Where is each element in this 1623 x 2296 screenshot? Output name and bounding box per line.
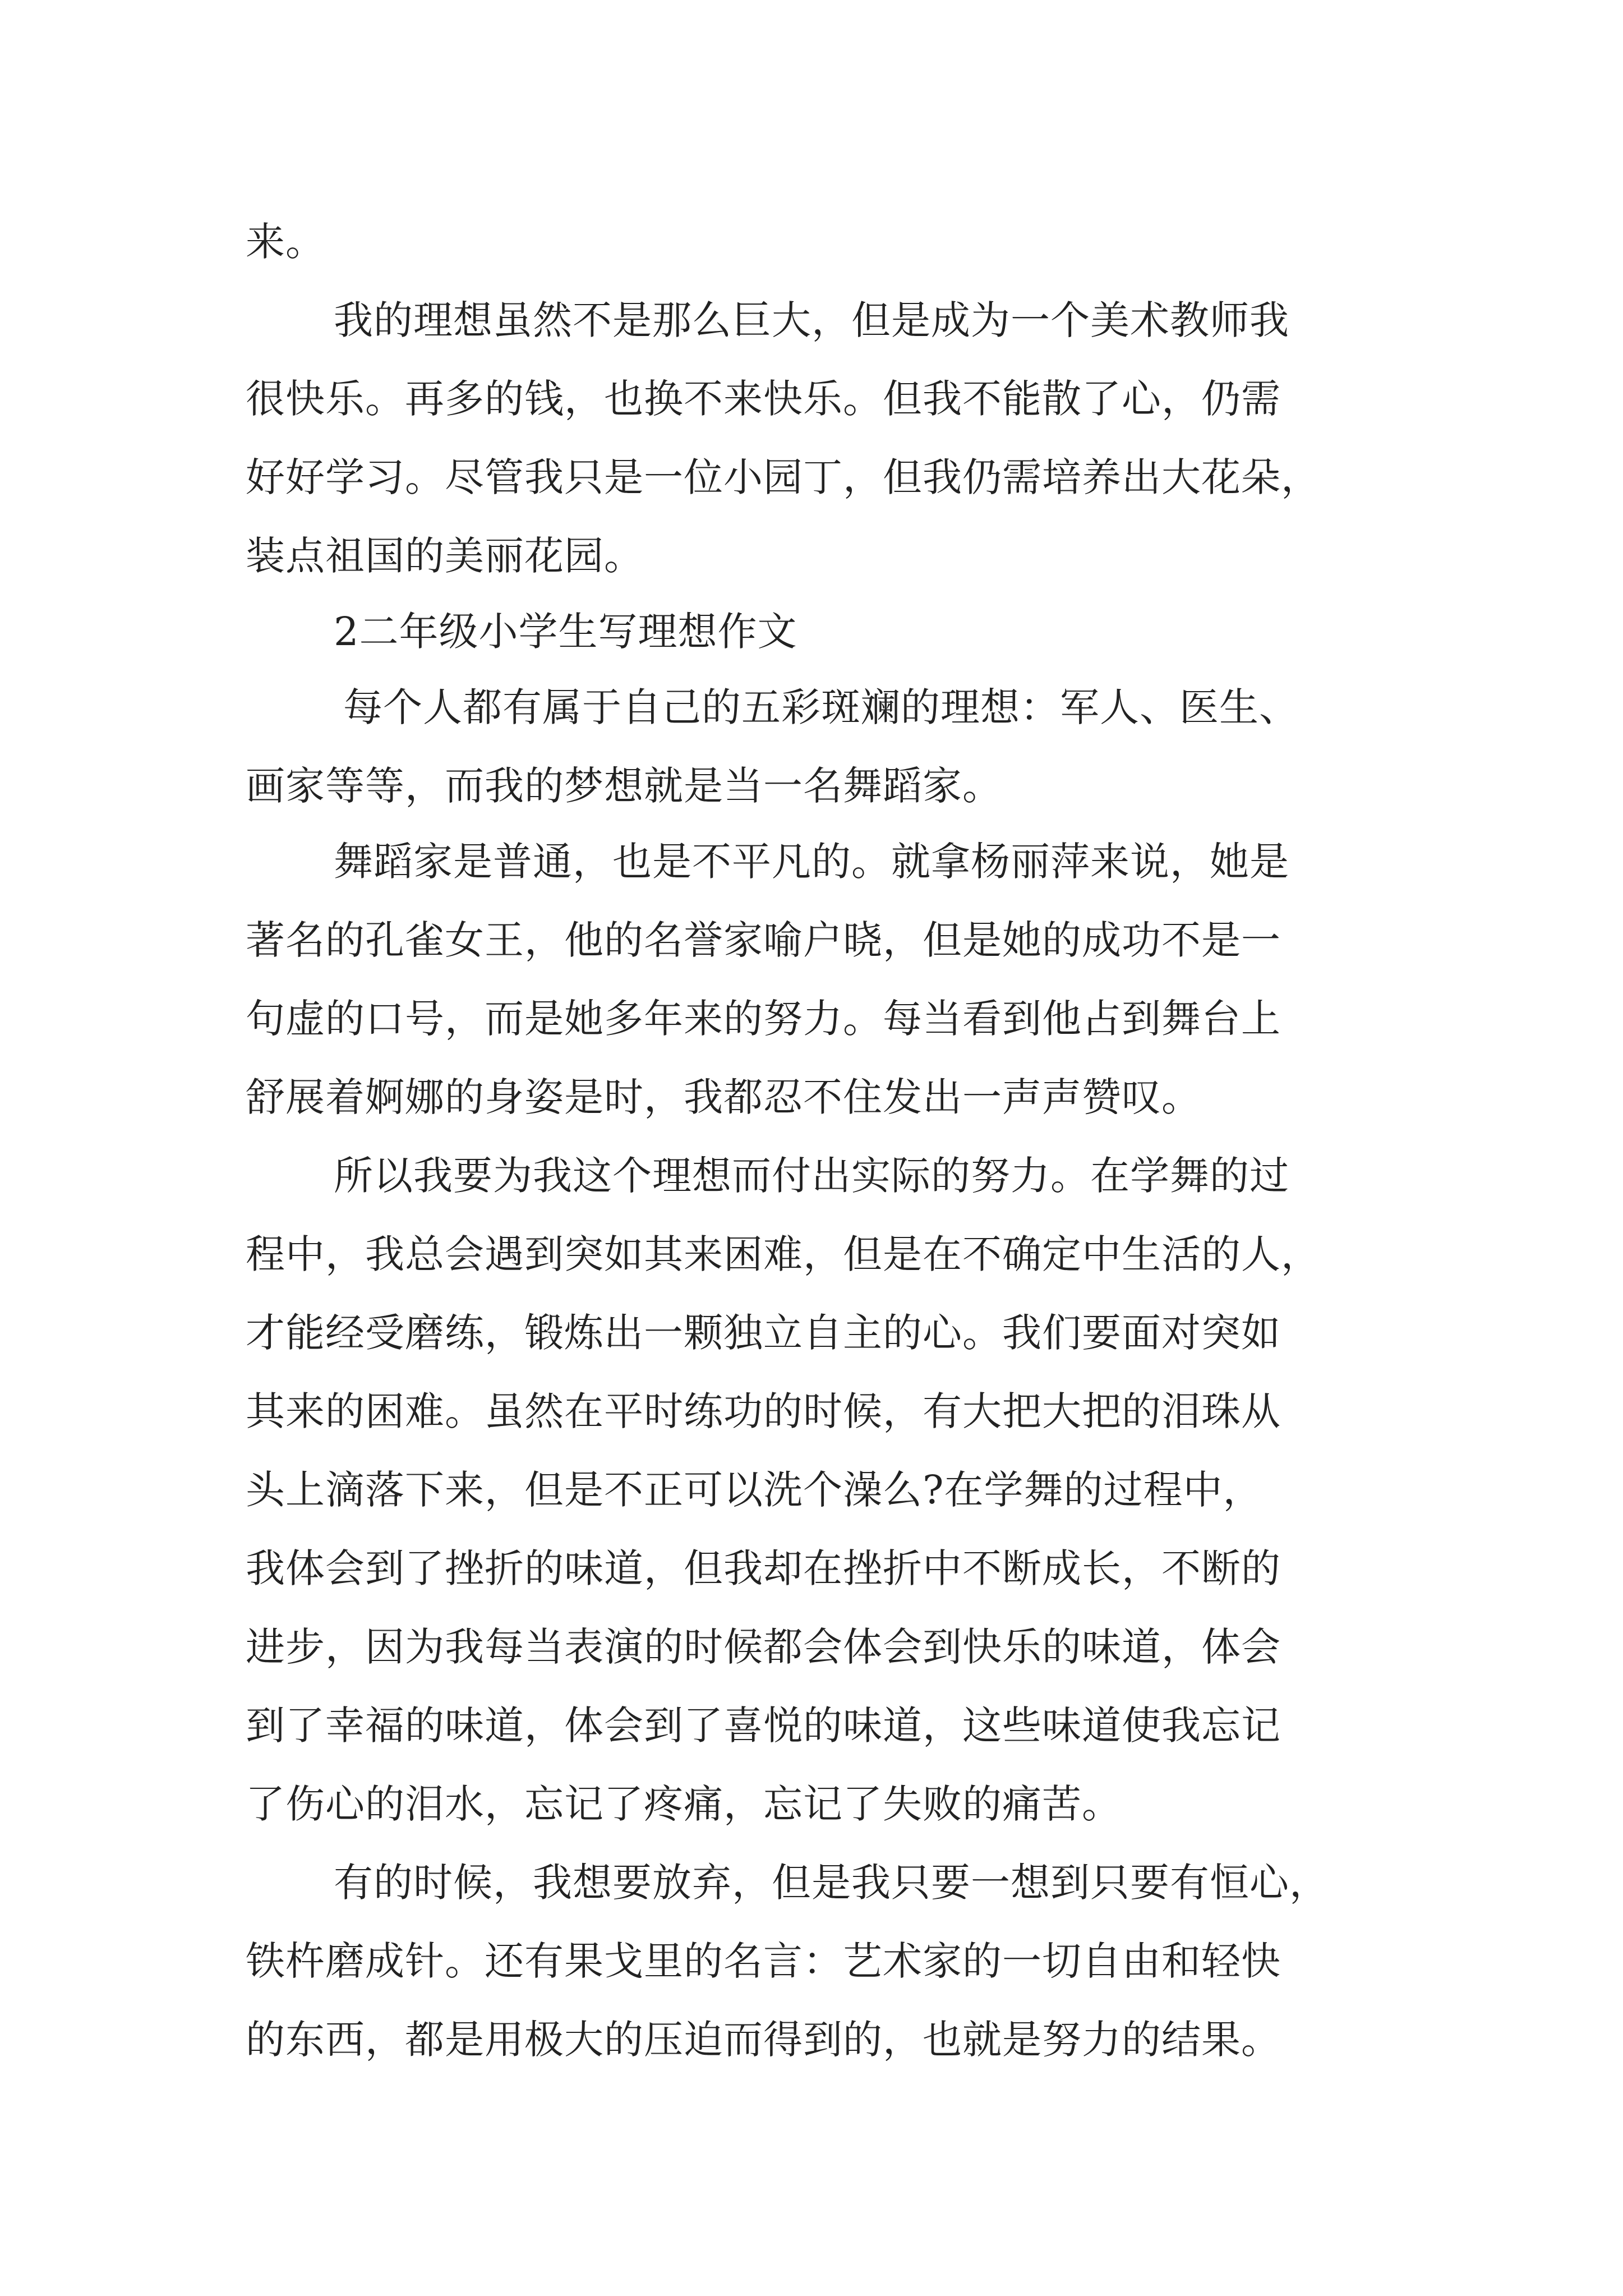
text-line: 其来的困难。虽然在平时练功的时候，有大把大把的泪珠从 [246,1388,1281,1434]
text-line: 画家等等，而我的梦想就是当一名舞蹈家。 [246,763,1002,809]
text-line: 很快乐。再多的钱，也换不来快乐。但我不能散了心，仍需 [246,376,1281,422]
paragraph-start-line: 所以我要为我这个理想而付出实际的努力。在学舞的过 [334,1153,1289,1199]
text-line: 程中，我总会遇到突如其来困难，但是在不确定中生活的人， [246,1231,1321,1277]
section-heading: 2二年级小学生写理想作文 [334,609,797,655]
paragraph-start-line: 每个人都有属于自己的五彩斑斓的理想：军人、医生、 [343,684,1299,730]
text-line: 才能经受磨练，锻炼出一颗独立自主的心。我们要面对突如 [246,1310,1281,1356]
text-line: 句虚的口号，而是她多年来的努力。每当看到他占到舞台上 [246,996,1281,1042]
text-line: 铁杵磨成针。还有果戈里的名言：艺术家的一切自由和轻快 [246,1938,1281,1984]
text-line: 到了幸福的味道，体会到了喜悦的味道，这些味道使我忘记 [246,1703,1281,1749]
text-line: 来。 [246,219,325,265]
text-line: 了伤心的泪水，忘记了疼痛，忘记了失败的痛苦。 [246,1781,1122,1827]
text-line: 好好学习。尽管我只是一位小园丁，但我仍需培养出大花朵， [246,454,1321,500]
text-line: 装点祖国的美丽花园。 [246,533,644,579]
text-line: 著名的孔雀女王，他的名誉家喻户晓，但是她的成功不是一 [246,917,1281,963]
text-line: 舒展着婀娜的身姿是时，我都忍不住发出一声声赞叹。 [246,1074,1201,1120]
text-line: 我体会到了挫折的味道，但我却在挫折中不断成长，不断的 [246,1545,1281,1591]
text-line: 头上滴落下来，但是不正可以洗个澡么?在学舞的过程中， [246,1467,1263,1513]
paragraph-start-line: 我的理想虽然不是那么巨大，但是成为一个美术教师我 [334,297,1289,343]
text-line: 进步，因为我每当表演的时候都会体会到快乐的味道，体会 [246,1624,1281,1670]
text-line: 的东西，都是用极大的压迫而得到的，也就是努力的结果。 [246,2017,1281,2063]
paragraph-start-line: 舞蹈家是普通，也是不平凡的。就拿杨丽萍来说，她是 [334,839,1289,885]
paragraph-start-line: 有的时候，我想要放弃，但是我只要一想到只要有恒心， [334,1860,1329,1906]
